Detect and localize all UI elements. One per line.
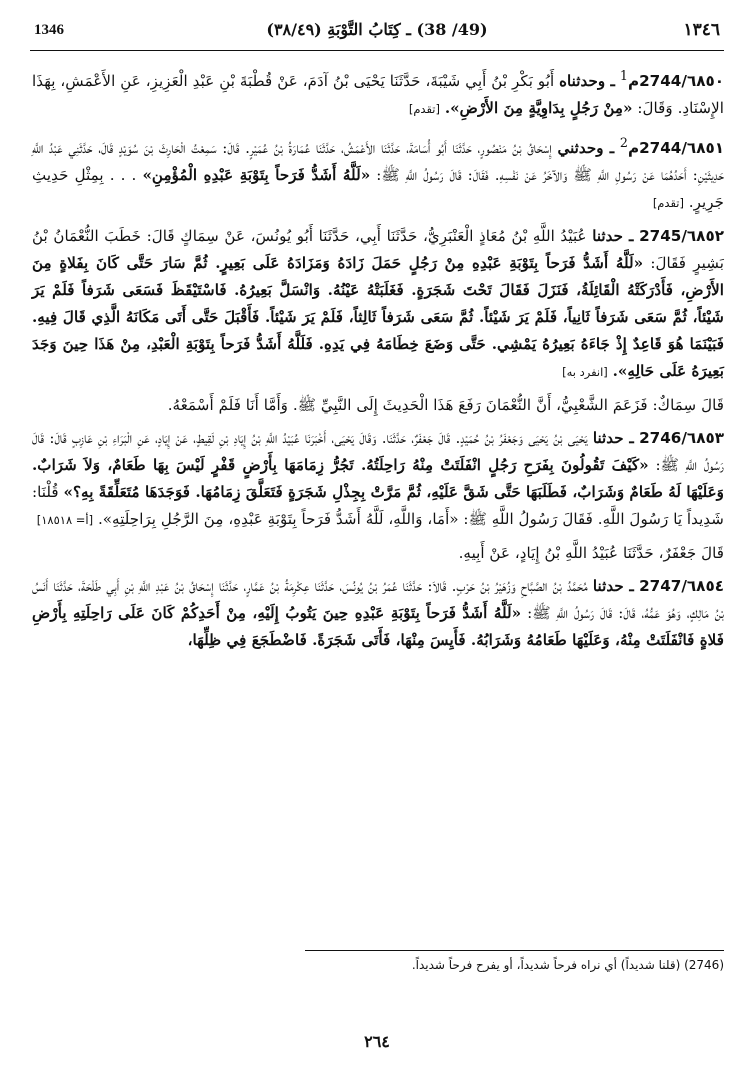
hadith-number: ٦٨٥٣/2746 [639,429,725,448]
hadith-chain: مُحَمَّدُ بْنُ الصَّبَّاحِ وَزُهَيْرُ بْنُ حَرْبٍ. قَالاَ: حَدَّثَنَا عُمَرُ بْنُ يُونُسَ، حَدَّثَنَا عِكْرِمَةُ بْنُ عَمَّارٍ، حَدَّثَنَا إِسْحَاقُ بْنُ عَبْدِ اللَّهِ بْنِ أَبِي طَلْحَةَ، حَدَّثَنَا أَنَسُ بْنُ مَالِكٍ، وَهُوَ عَمُّهُ، قَالَ: قَالَ رَسُولُ اللَّهِ ﷺ: [32,577,725,623]
chapter-title: (49/ 38) ـ كِتَابُ التَّوْبَةِ (٣٨/٤٩) [266,20,488,39]
footnote: (2746) (قلنا شديداً) أي نراه فرحاً شديداً، أو يفرح فرحاً شديداً. [411,958,724,972]
commentary-6853: قَالَ جَعْفَرٌ، حَدَّثَنَا عُبَيْدُ اللَّهِ بْنُ إِيَادٍ، عَنْ أَبِيهِ. [458,544,724,563]
hadith-tail: . . . بِمِثْلِ حَدِيثِ جَرِيرٍ. [32,166,724,212]
header-rule [30,50,724,51]
hadith-superscript: 2 [619,135,628,151]
hadith-intro: ـ حدثنا [592,577,634,596]
hadith-note: [تقدم] [408,102,440,117]
hadith-note: [تقدم] [652,196,684,211]
hadith-tail: قُلْنَا: شَدِيداً يَا رَسُولَ اللَّهِ. فَقَالَ رَسُولُ اللَّهِ ﷺ: «أَمَا، وَاللَّهِ، لَلَّهُ أَشَدُّ فَرَحاً بِتَوْبَةِ عَبْدِهِ، مِنَ الرَّجُلِ بِرَاحِلَتِهِ». [32,483,724,529]
hadith-6852 [32,223,724,386]
hadith-quote: «كَيْفَ تَقُولُونَ بِفَرَحِ رَجُلٍ انْفَلَتَتْ مِنْهُ رَاحِلَتُهُ. تَجُرُّ زِمَامَهَا بِأَرْضٍ قَفْرٍ لَيْسَ بِهَا طَعَامٌ، وَلاَ شَرَابٌ. وَعَلَيْهَا لَهُ طَعَامٌ وَشَرَابٌ، فَطَلَبَهَا حَتَّى شَقَّ عَلَيْهِ، ثُمَّ مَرَّتْ بِجِذْلِ شَجَرَةٍ فَتَعَلَّقَ زِمَامُهَا. فَوَجَدَهَا مُتَعَلِّقَةً بِهِ؟» [32,456,725,502]
page-header [30,18,724,48]
hadith-superscript: 1 [619,68,628,83]
page-number-latin: 1346 [34,22,64,38]
hadith-quote: «لَلَّهُ أَشَدُّ فَرَحاً بِتَوْبَةِ عَبْدِهِ مِنْ رَجُلٍ حَمَلَ زَادَهُ وَمَزَادَهُ عَلَى بَعِيرٍ. ثُمَّ سَارَ حَتَّى كَانَ بِفَلاةٍ مِنَ الأَرْضِ، فَأَدْرَكَتْهُ الْقَائِلَةُ، فَنَزَلَ فَقَالَ تَحْتَ شَجَرَةٍ. فَغَلَبَتْهُ عَيْنُهُ. وَانْسَلَّ بَعِيرُهُ. فَاسْتَيْقَظَ فَسَعَى شَرَفاً فَلَمْ يَرَ شَيْئاً، ثُمَّ سَعَى شَرَفاً ثَانِياً، فَلَمْ يَرَ شَيْئاً. ثُمَّ سَعَى شَرَفاً ثَالِثاً، فَلَمْ يَرَ شَيْئاً. فَأَقْبَلَ حَتَّى أَتَى مَكَانَهُ الَّذِي قَالَ فِيهِ. فَبَيْنَمَا هُوَ قَاعِدٌ إِذْ جَاءَهُ بَعِيرُهُ يَمْشِي. حَتَّى وَضَعَ خِطَامَهُ فِي يَدِهِ. فَلَلَّهُ أَشَدُّ فَرَحاً بِتَوْبَةِ الْعَبْدِ، مِنْ هَذَا حِينَ وَجَدَ بَعِيرَهُ عَلَى حَالِهِ». [32,254,724,381]
hadith-6853 [32,425,724,534]
hadith-intro: ـ حدثنا [592,429,634,448]
hadith-quote: «لَلَّهُ أَشَدُّ فَرَحاً بِتَوْبَةِ عَبْدِهِ حِينَ يَتُوبُ إِلَيْهِ، مِنْ أَحَدِكُمْ كَانَ عَلَى رَاحِلَتِهِ بِأَرْضِ فَلاةٍ فَانْفَلَتَتْ مِنْهُ، وَعَلَيْهَا طَعَامُهُ وَشَرَابُهُ. فَأَيِسَ مِنْهَا، فَأَتَى شَجَرَةً. فَاضْطَجَعَ فِي ظِلِّهَا، [32,604,724,650]
hadith-number: ٦٨٥١/2744م [627,139,725,158]
hadith-number: ٦٨٥٠/2744م [627,72,725,91]
hadith-chain: أَبُو بَكْرِ بْنُ أَبِي شَيْبَةَ، حَدَّثَنَا يَحْيَى بْنُ آدَمَ، عَنْ قُطْبَةَ بْنِ عَبْدِ الْعَزِيزِ، عَنِ الأَعْمَشِ، بِهَذَا الإِسْنَادِ. وَقَالَ: [32,72,724,118]
hadith-intro: ـ حدثنا [592,227,634,246]
hadith-intro: ـ وحدثني [557,139,615,158]
hadith-quote: «لَلَّهُ أَشَدُّ فَرَحاً بِتَوْبَةِ عَبْدِهِ الْمُؤْمِنِ» [142,166,371,185]
hadith-intro: ـ وحدثناه [559,72,615,91]
hadith-6850 [32,62,724,123]
hadith-chain: إِسْحَاقُ بْنُ مَنْصُورٍ، حَدَّثَنَا أَبُو أُسَامَةَ، حَدَّثَنَا الأَعْمَشُ، حَدَّثَنَا عُمَارَةُ بْنُ عُمَيْرٍ. قَالَ: سَمِعْتُ الْحَارِثَ بْنَ سُوَيْدٍ قَالَ، حَدَّثَنِي عَبْدُ اللَّهِ حَدِيثَيْنِ: أَحَدُهُمَا عَنْ رَسُولِ اللَّهِ ﷺ وَالآخَرُ عَنْ نَفْسِهِ. فَقَالَ: قَالَ رَسُولُ اللَّهِ ﷺ: [32,139,725,185]
hadith-6851 [32,129,724,217]
hadith-6854 [32,573,724,654]
page-number-footer: ٢٦٤ [364,1032,390,1051]
hadith-note: [انفرد به] [562,365,608,380]
hadith-chain: عُبَيْدُ اللَّهِ بْنُ مُعَاذٍ الْعَنْبَرِيُّ، حَدَّثَنَا أَبِي، حَدَّثَنَا أَبُو يُونُسَ، عَنْ سِمَاكٍ قَالَ: خَطَبَ النُّعْمَانُ بْنُ بَشِيرٍ فَقَالَ: [32,227,724,273]
footnote-rule [305,950,724,951]
page-number-arabic: ١٣٤٦ [683,20,720,40]
page-body [32,62,724,660]
hadith-quote: «مِنْ رَجُلٍ بِدَاوِيَّةٍ مِنَ الأَرْضِ». [444,99,633,118]
hadith-number: ٦٨٥٤/2747 [639,577,724,596]
hadith-number: ٦٨٥٢/2745 [639,227,724,246]
commentary-6852: قَالَ سِمَاكٌ: فَزَعَمَ الشَّعْبِيُّ، أَنَّ النُّعْمَانَ رَفَعَ هَذَا الْحَدِيثَ إِلَى النَّبِيِّ ﷺ. وَأَمَّا أَنَا فَلَمْ أَسْمَعْهُ. [167,396,724,415]
hadith-note: [أ= ١٨٥١٨] [36,513,94,528]
hadith-chain: يَحْيَى بْنُ يَحْيَى وَجَعْفَرُ بْنُ حُمَيْدٍ. قَالَ جَعْفَرٌ، حَدَّثَنَا. وَقَالَ يَحْيَى، أَخْبَرَنَا عُبَيْدُ اللَّهِ بْنُ إِيَادِ بْنِ لَقِيطٍ، عَنْ إِيَادٍ، عَنِ الْبَرَاءِ بْنِ عَازِبٍ قَالَ: قَالَ رَسُولُ اللَّهِ ﷺ: [32,429,724,475]
